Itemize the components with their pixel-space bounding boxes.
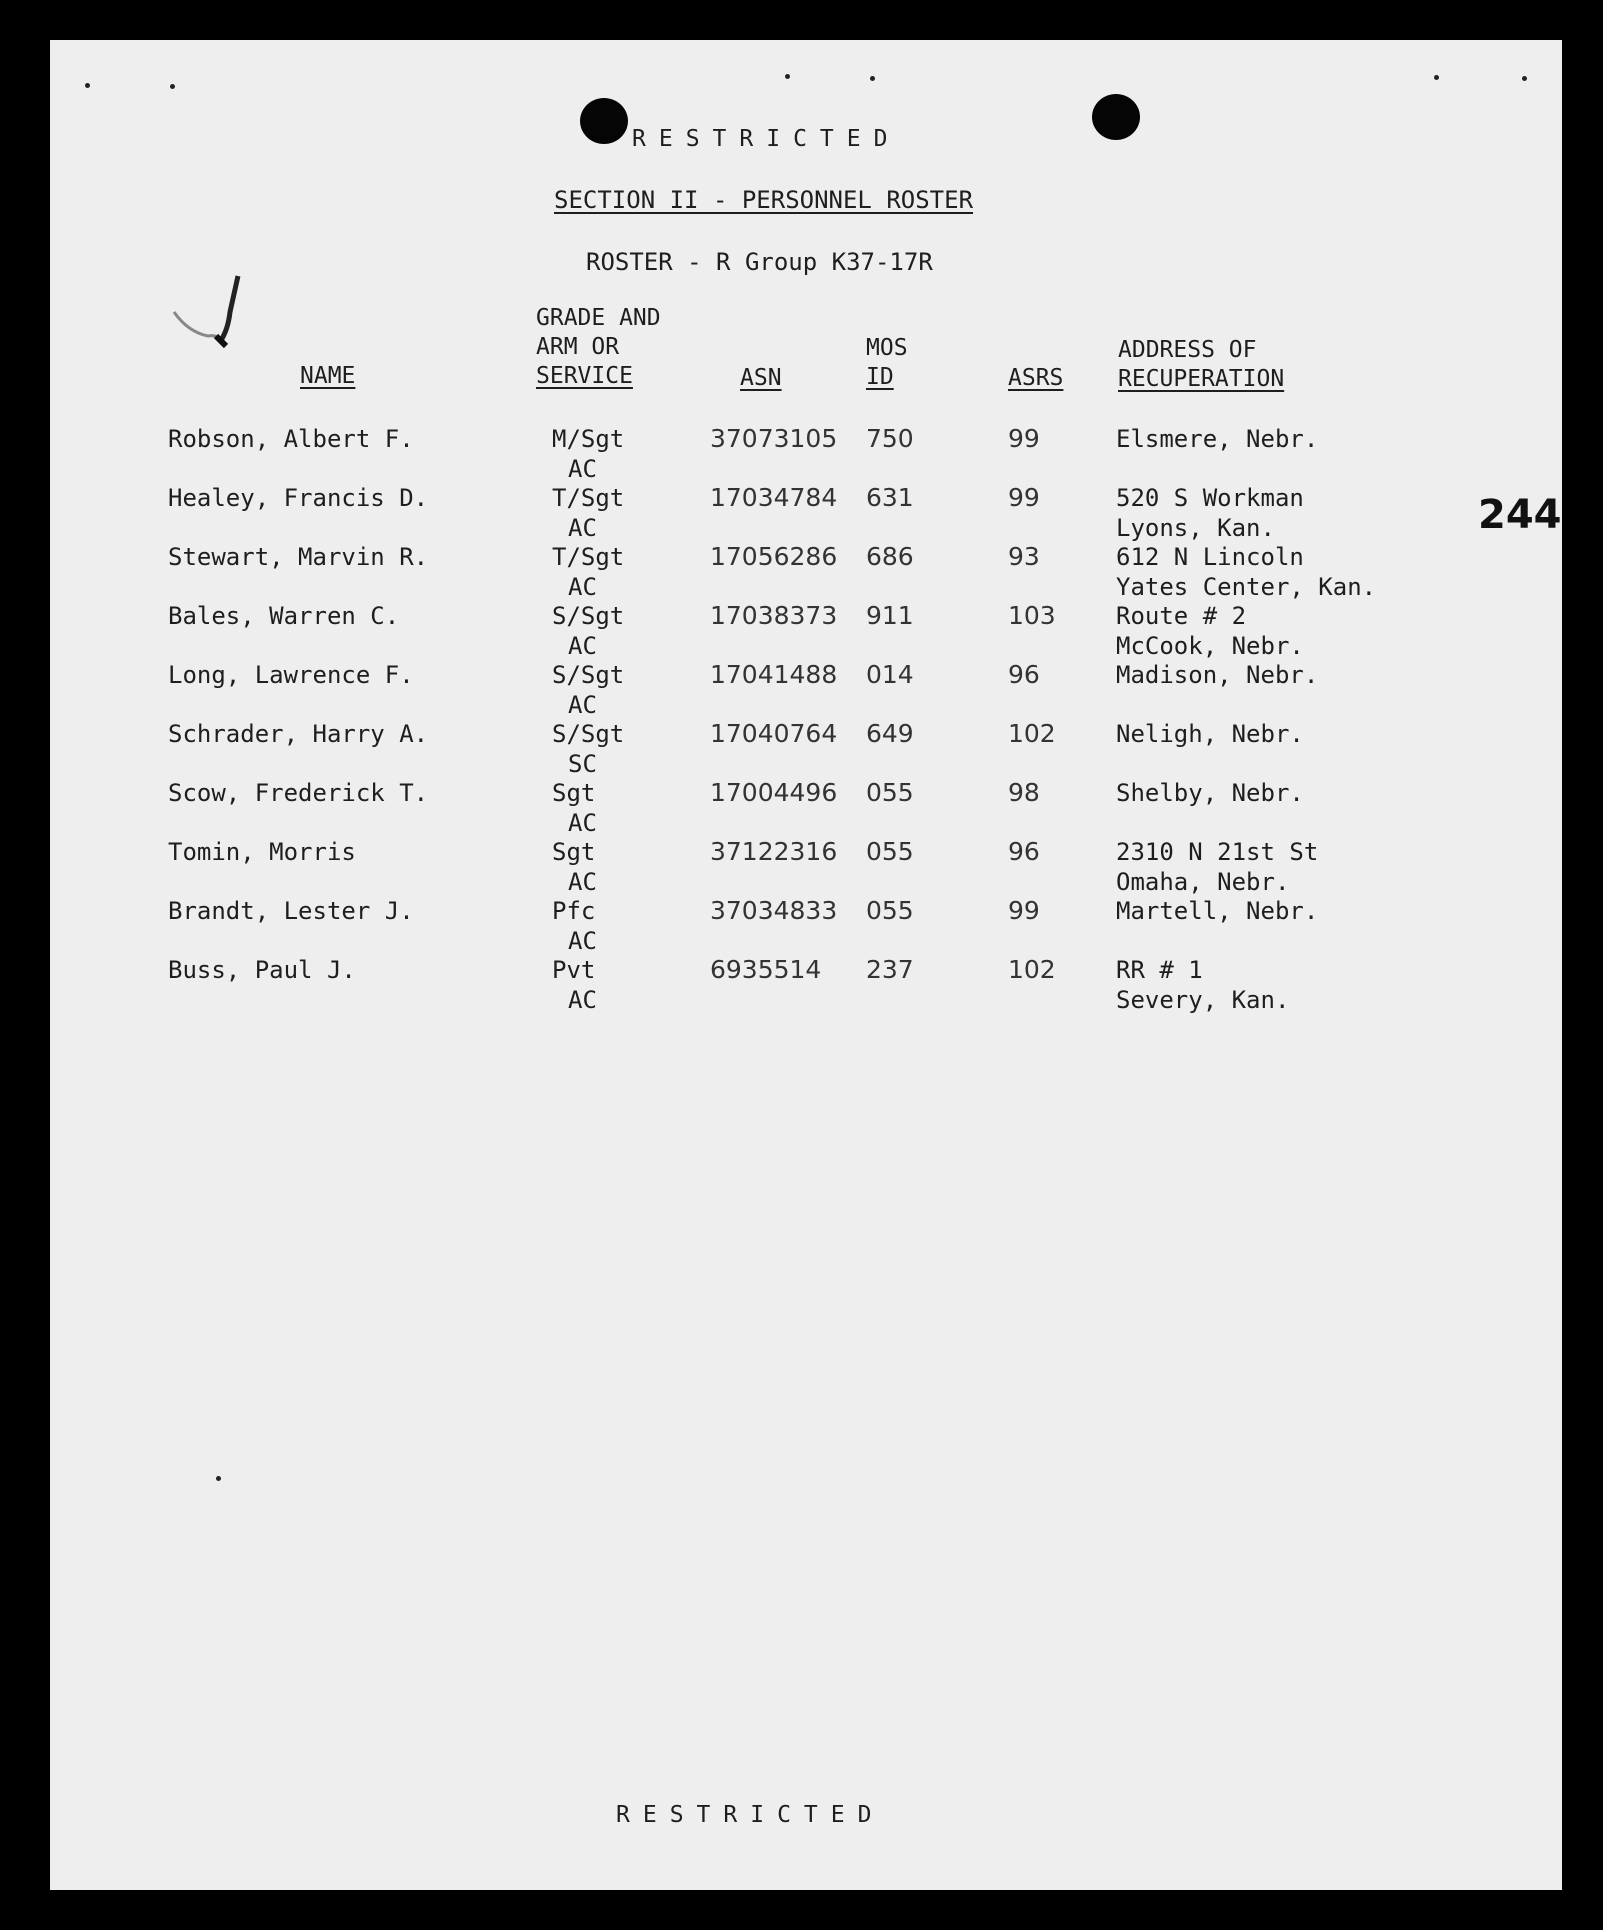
column-header-grade (536, 304, 661, 391)
column-header-mos (866, 334, 908, 392)
cell-mos: 055 (866, 896, 914, 925)
cell-name: Schrader, Harry A. (168, 720, 429, 748)
cell-name: Long, Lawrence F. (168, 661, 414, 689)
speck-mark (216, 1476, 221, 1481)
cell-mos: 237 (866, 955, 914, 984)
cell-mos: 686 (866, 542, 914, 571)
cell-address-line2: Omaha, Nebr. (1116, 868, 1290, 896)
speck-mark (785, 74, 790, 79)
cell-arm: AC (568, 573, 597, 601)
cell-asrs: 99 (1008, 896, 1040, 925)
cell-address-line1: RR # 1 (1116, 956, 1203, 984)
cell-name: Brandt, Lester J. (168, 897, 414, 925)
cell-address-line1: 520 S Workman (1116, 484, 1304, 512)
section-title: SECTION II - PERSONNEL ROSTER (554, 186, 974, 214)
cell-address-line1: Neligh, Nebr. (1116, 720, 1304, 748)
table-row (50, 601, 1562, 659)
cell-name: Buss, Paul J. (168, 956, 356, 984)
table-row (50, 837, 1562, 895)
cell-address-line1: 2310 N 21st St (1116, 838, 1319, 866)
cell-asrs: 93 (1008, 542, 1040, 571)
cell-address-line2: Severy, Kan. (1116, 986, 1290, 1014)
cell-arm: AC (568, 809, 597, 837)
cell-arm: AC (568, 927, 597, 955)
cell-grade: S/Sgt (552, 661, 625, 689)
table-row (50, 483, 1562, 541)
document-page (50, 40, 1562, 1890)
column-header-grade-line3: SERVICE (536, 363, 633, 389)
cell-asn: 17040764 (710, 719, 838, 748)
cell-grade: Sgt (552, 779, 596, 807)
cell-grade: Sgt (552, 838, 596, 866)
cell-name: Healey, Francis D. (168, 484, 429, 512)
table-row (50, 955, 1562, 1013)
cell-address-line2: Yates Center, Kan. (1116, 573, 1377, 601)
cell-arm: AC (568, 691, 597, 719)
table-row (50, 896, 1562, 954)
table-row (50, 719, 1562, 777)
cell-asrs: 96 (1008, 660, 1040, 689)
cell-asn: 37073105 (710, 424, 838, 453)
cell-mos: 911 (866, 601, 914, 630)
cell-asn: 17056286 (710, 542, 838, 571)
column-header-name: NAME (300, 363, 356, 389)
speck-mark (170, 84, 175, 89)
cell-arm: AC (568, 986, 597, 1014)
table-row (50, 778, 1562, 836)
column-header-asrs: ASRS (1008, 365, 1064, 391)
cell-asn: 17041488 (710, 660, 838, 689)
table-row (50, 424, 1562, 482)
column-header-address-line1: ADDRESS OF (1118, 337, 1257, 363)
cell-grade: T/Sgt (552, 543, 625, 571)
cell-address-line1: Shelby, Nebr. (1116, 779, 1304, 807)
table-row (50, 542, 1562, 600)
cell-grade: S/Sgt (552, 602, 625, 630)
cell-address-line1: Madison, Nebr. (1116, 661, 1319, 689)
column-header-mos-line2: ID (866, 364, 894, 390)
cell-asrs: 99 (1008, 424, 1040, 453)
cell-mos: 014 (866, 660, 914, 689)
cell-asn: 37034833 (710, 896, 838, 925)
punch-hole-left (580, 98, 628, 144)
column-header-grade-line1: GRADE AND (536, 305, 661, 331)
cell-arm: AC (568, 455, 597, 483)
cell-grade: Pvt (552, 956, 596, 984)
speck-mark (85, 83, 90, 88)
cell-asrs: 98 (1008, 778, 1040, 807)
cell-address-line2: McCook, Nebr. (1116, 632, 1304, 660)
cell-address-line1: Route # 2 (1116, 602, 1247, 630)
pencil-check-mark (168, 272, 248, 362)
cell-asrs: 99 (1008, 483, 1040, 512)
cell-asn: 17038373 (710, 601, 838, 630)
cell-name: Tomin, Morris (168, 838, 356, 866)
table-row (50, 660, 1562, 718)
column-header-address-line2: RECUPERATION (1118, 366, 1285, 392)
roster-subtitle: ROSTER - R Group K37-17R (586, 248, 933, 276)
cell-asrs: 102 (1008, 719, 1056, 748)
cell-mos: 055 (866, 837, 914, 866)
cell-asn: 17004496 (710, 778, 838, 807)
cell-arm: AC (568, 632, 597, 660)
cell-grade: M/Sgt (552, 425, 625, 453)
cell-name: Bales, Warren C. (168, 602, 400, 630)
cell-asrs: 96 (1008, 837, 1040, 866)
cell-grade: S/Sgt (552, 720, 625, 748)
cell-arm: AC (568, 514, 597, 542)
cell-asn: 6935514 (710, 955, 822, 984)
column-header-grade-line2: ARM OR (536, 334, 620, 360)
cell-name: Scow, Frederick T. (168, 779, 429, 807)
cell-asn: 17034784 (710, 483, 838, 512)
cell-mos: 649 (866, 719, 914, 748)
column-header-mos-line1: MOS (866, 335, 908, 361)
speck-mark (1522, 76, 1527, 81)
speck-mark (1434, 75, 1439, 80)
cell-mos: 631 (866, 483, 914, 512)
column-header-address (1118, 336, 1284, 394)
cell-address-line2: Lyons, Kan. (1116, 514, 1275, 542)
cell-asrs: 102 (1008, 955, 1056, 984)
page-number: 244 (1478, 492, 1562, 538)
speck-mark (870, 76, 875, 81)
cell-name: Stewart, Marvin R. (168, 543, 429, 571)
cell-mos: 055 (866, 778, 914, 807)
cell-name: Robson, Albert F. (168, 425, 414, 453)
restricted-footer: RESTRICTED (616, 1802, 885, 1828)
cell-arm: AC (568, 868, 597, 896)
punch-hole-right (1092, 94, 1140, 140)
cell-grade: T/Sgt (552, 484, 625, 512)
cell-asrs: 103 (1008, 601, 1056, 630)
cell-arm: SC (568, 750, 597, 778)
cell-address-line1: Martell, Nebr. (1116, 897, 1319, 925)
cell-address-line1: Elsmere, Nebr. (1116, 425, 1319, 453)
cell-grade: Pfc (552, 897, 596, 925)
cell-mos: 750 (866, 424, 914, 453)
cell-address-line1: 612 N Lincoln (1116, 543, 1304, 571)
column-header-asn: ASN (740, 365, 782, 391)
cell-asn: 37122316 (710, 837, 838, 866)
restricted-header: RESTRICTED (632, 126, 901, 152)
